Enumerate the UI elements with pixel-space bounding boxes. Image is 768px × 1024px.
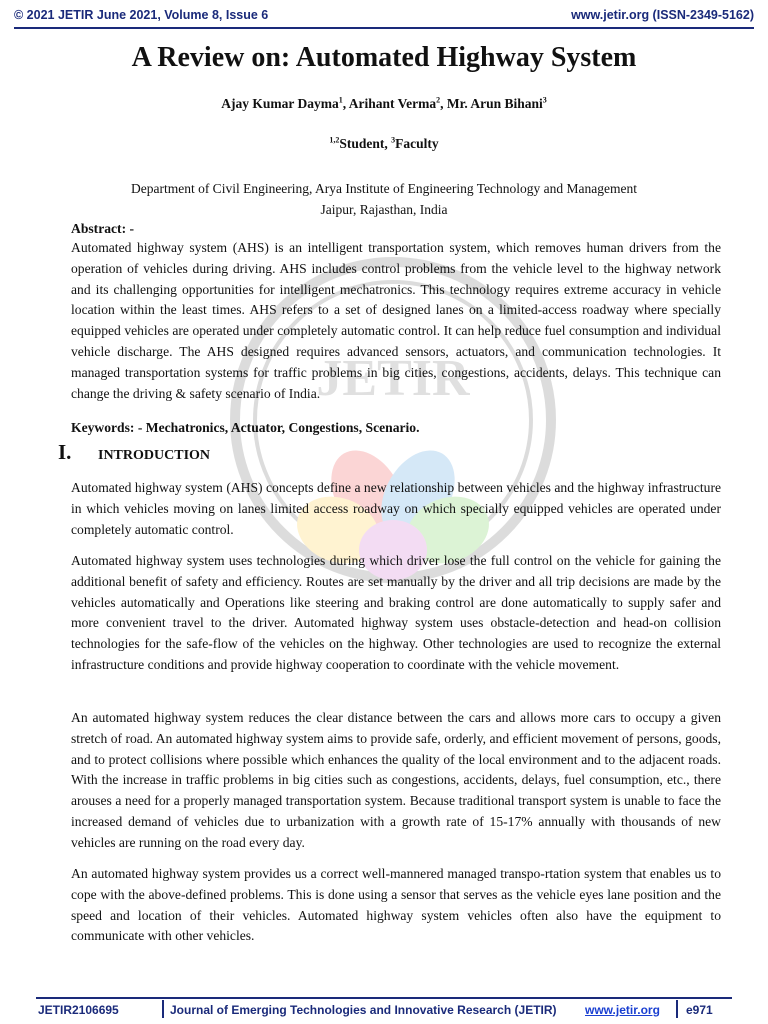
header-copyright: © 2021 JETIR June 2021, Volume 8, Issue 6: [14, 8, 269, 22]
author-affil-mark: 2: [436, 95, 441, 105]
affiliation-line: [0, 136, 768, 152]
abstract-heading: Abstract: -: [71, 221, 135, 236]
header-website: www.jetir.org (ISSN-2349-5162): [571, 8, 754, 22]
footer-rule: [36, 997, 732, 999]
running-header: [14, 8, 754, 22]
author-name: Arihant Verma: [348, 96, 437, 111]
footer-page-number: e971: [686, 1003, 713, 1017]
body-paragraph: Automated highway system uses technologies during which driver lose the full control on the vehicle for gaining the additional benefit of safety and efficiency. Routes are set manually by the driver and all trip decisions are made by the vehicles automatically and Operations like steering and braking control are done automatically to supply safer and more convenient travel to the driver. Automated highway system uses obstacle-detection and head-on collision technologies for the safe-flow of the vehicles on the highway. Other technologies are used to recognize the external infrastructure conditions and provide highway cooperation to coordinate with the vehicle movement.: [71, 553, 721, 672]
department-block: [0, 178, 768, 220]
affil-mark: 1,2: [329, 135, 340, 145]
body-paragraph: An automated highway system provides us a correct well-mannered managed transpo-rtation system that enables us to cope with the above-defined problems. This is done using a sensor that serves as the vehicle eyes lane position and the speed and location of their vehicles. Automated highway system vehicles often also have the equipment to communicate with other vehicles.: [71, 866, 721, 944]
footer-journal-name: Journal of Emerging Technologies and Innovative Research (JETIR): [170, 1003, 557, 1017]
header-rule: [14, 27, 754, 29]
author-name: Ajay Kumar Dayma: [221, 96, 339, 111]
section-number: I.: [58, 440, 72, 464]
affil-mark: 3: [391, 135, 396, 145]
author-affil-mark: 1: [338, 95, 343, 105]
section-title: INTRODUCTION: [98, 448, 211, 463]
author-separator: ,: [342, 96, 349, 111]
body-paragraph: An automated highway system reduces the clear distance between the cars and allows more cars to occupy a given stretch of road. An automated highway system aims to provide safe, orderly, and efficient movement of persons, goods, and to protect collisions where possible which enhances the quality of the local environment and to the adjacent roads. With the increase in traffic problems in big cities such as congestions, accidents, delays, fuel consumption, etc., there arouses a need for a properly managed transportation system. Because traditional transport system is unable to face the increased demand of vehicles due to urbanization with a growth rate of 15-17% annually with thousands of new vehicles are running on the road every day.: [71, 710, 721, 850]
keywords: Keywords: - Mechatronics, Actuator, Congestions, Scenario.: [71, 420, 420, 435]
author-affil-mark: 3: [542, 95, 547, 105]
footer-separator: [162, 1000, 164, 1018]
section-heading: [58, 440, 210, 465]
watermark-text: JETIR: [316, 350, 470, 407]
footer-journal-link[interactable]: www.jetir.org: [585, 1003, 660, 1017]
author-list: [0, 96, 768, 112]
body-paragraph: Automated highway system (AHS) concepts define a new relationship between vehicles and the highway infrastructure in which vehicles moving on lanes limited access roadway on which specially equipped vehicles are operated under completely automatic control.: [71, 480, 721, 537]
author-separator: ,: [440, 96, 447, 111]
footer-paper-id: JETIR2106695: [38, 1003, 119, 1017]
department-name: Department of Civil Engineering, Arya Institute of Engineering Technology and Management: [130, 181, 638, 196]
running-footer: [36, 1000, 732, 1020]
department-location: Jaipur, Rajasthan, India: [320, 202, 448, 217]
affil-label: Faculty: [395, 136, 439, 151]
footer-separator: [676, 1000, 678, 1018]
abstract-text: Automated highway system (AHS) is an intelligent transportation system, which removes human drivers from the operation of vehicles during driving. AHS includes control problems from the vehicle level to the highway network and its challenging opportunities for intelligent mechatronics. This technology requires extreme accuracy in vehicle location within the least times. AHS refers to a set of designed lanes on a limited-access roadway where specially equipped vehicles are operated under completely automatic control. It can help reduce fuel consumption and individual vehicle discharge. The AHS designed requires advanced sensors, actuators, and communication technologies. It managed transportation systems for traffic problems in big cities, congestions, accidents, delays. This technique can change the driving & safety scenario of India.: [71, 240, 721, 401]
affil-label: Student,: [339, 136, 392, 151]
author-name: Mr. Arun Bihani: [446, 96, 543, 111]
paper-title: A Review on: Automated Highway System: [131, 42, 637, 73]
